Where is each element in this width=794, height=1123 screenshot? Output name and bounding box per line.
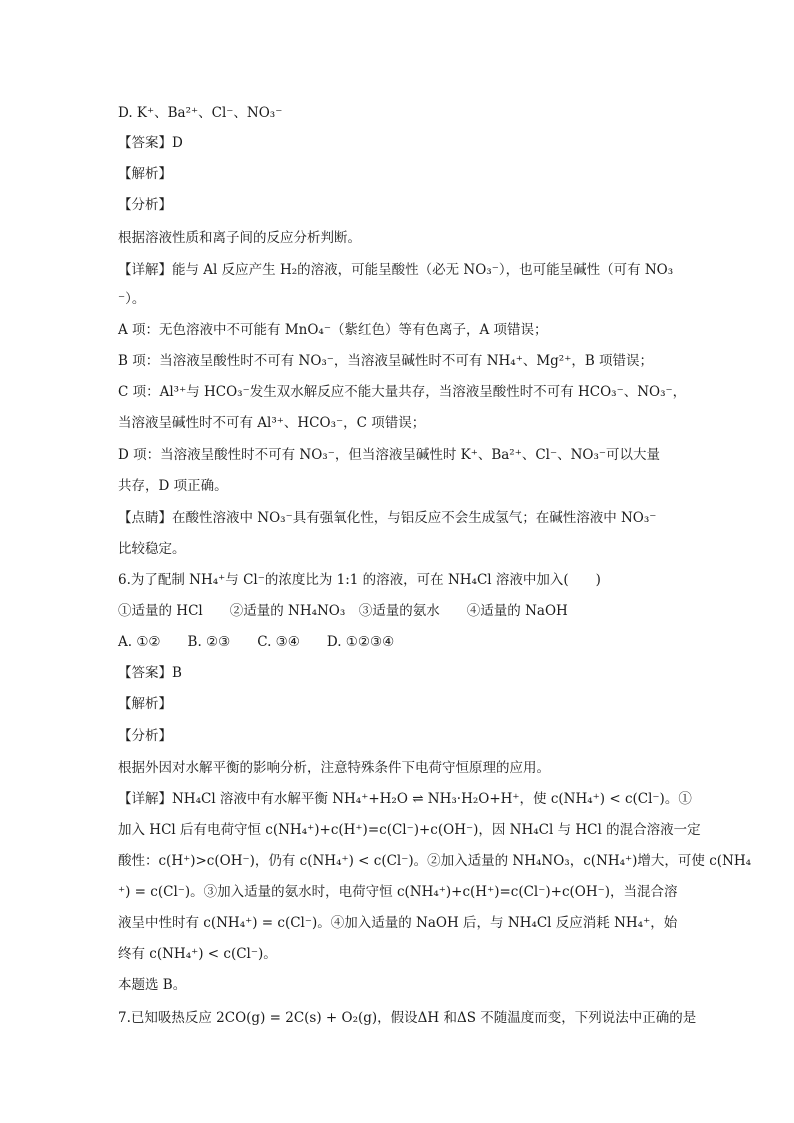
paragraph: 【详解】NH₄Cl 溶液中有水解平衡 NH₄⁺+H₂O ⇌ NH₃·H₂O+H⁺，使 c(NH₄⁺) < c(Cl⁻)。① — [118, 791, 692, 807]
paragraph: A 项：无色溶液中不可能有 MnO₄⁻（紫红色）等有色离子，A 项错误； — [118, 322, 548, 338]
paragraph: 根据溶液性质和离子间的反应分析判断。 — [118, 230, 361, 246]
fenxi-heading: 【分析】 — [118, 728, 172, 744]
paragraph: 液呈中性时有 c(NH₄⁺) = c(Cl⁻)。④加入适量的 NaOH 后，与 NH₄Cl 反应消耗 NH₄⁺，始 — [118, 915, 678, 931]
paragraph: 本题选 B。 — [118, 977, 187, 993]
question-6-choices: A. ①② B. ②③ C. ③④ D. ①②③④ — [118, 634, 395, 650]
paragraph: 加入 HCl 后有电荷守恒 c(NH₄⁺)+c(H⁺)=c(Cl⁻)+c(OH⁻)，因 NH₄Cl 与 HCl 的混合溶液一定 — [118, 822, 701, 838]
paragraph: 当溶液呈碱性时不可有 Al³⁺、HCO₃⁻，C 项错误； — [118, 415, 426, 431]
question-6: 6.为了配制 NH₄⁺与 Cl⁻的浓度比为 1:1 的溶液，可在 NH₄Cl 溶液中加入( ) — [118, 572, 601, 588]
paragraph: ⁻）。 — [118, 291, 146, 307]
paragraph: 酸性：c(H⁺)>c(OH⁻)，仍有 c(NH₄⁺) < c(Cl⁻)。②加入适量的 NH₄NO₃，c(NH₄⁺)增大，可使 c(NH₄ — [118, 853, 752, 869]
answer-label: 【答案】B — [118, 665, 182, 681]
paragraph: 比较稳定。 — [118, 541, 186, 557]
paragraph: C 项：Al³⁺与 HCO₃⁻发生双水解反应不能大量共存，当溶液呈酸性时不可有 HCO₃⁻、NO₃⁻， — [118, 384, 687, 400]
analysis-heading: 【解析】 — [118, 696, 172, 712]
paragraph: 共存，D 项正确。 — [118, 478, 228, 494]
paragraph: 【点睛】在酸性溶液中 NO₃⁻具有强氧化性，与铝反应不会生成氢气；在碱性溶液中 NO₃⁻ — [118, 510, 657, 526]
paragraph: 终有 c(NH₄⁺) < c(Cl⁻)。 — [118, 946, 277, 962]
paragraph: 【详解】能与 Al 反应产生 H₂的溶液，可能呈酸性（必无 NO₃⁻），也可能呈碱性（可有 NO₃ — [118, 262, 674, 278]
option-d-line: D. K⁺、Ba²⁺、Cl⁻、NO₃⁻ — [118, 105, 283, 121]
paragraph: ⁺) = c(Cl⁻)。③加入适量的氨水时，电荷守恒 c(NH₄⁺)+c(H⁺)=c(Cl⁻)+c(OH⁻)，当混合溶 — [118, 884, 678, 900]
question-6-options: ①适量的 HCl ②适量的 NH₄NO₃ ③适量的氨水 ④适量的 NaOH — [118, 603, 568, 619]
paragraph: D 项：当溶液呈酸性时不可有 NO₃⁻，但当溶液呈碱性时 K⁺、Ba²⁺、Cl⁻、NO₃⁻可以大量 — [118, 447, 661, 463]
question-7: 7.已知吸热反应 2CO(g) = 2C(s) + O₂(g)，假设ΔH 和ΔS 不随温度而变，下列说法中正确的是 — [118, 1010, 697, 1026]
paragraph: B 项：当溶液呈酸性时不可有 NO₃⁻，当溶液呈碱性时不可有 NH₄⁺、Mg²⁺，B 项错误； — [118, 353, 654, 369]
analysis-heading: 【解析】 — [118, 166, 172, 182]
fenxi-heading: 【分析】 — [118, 197, 172, 213]
answer-label: 【答案】D — [118, 135, 183, 151]
paragraph: 根据外因对水解平衡的影响分析，注意特殊条件下电荷守恒原理的应用。 — [118, 760, 550, 776]
